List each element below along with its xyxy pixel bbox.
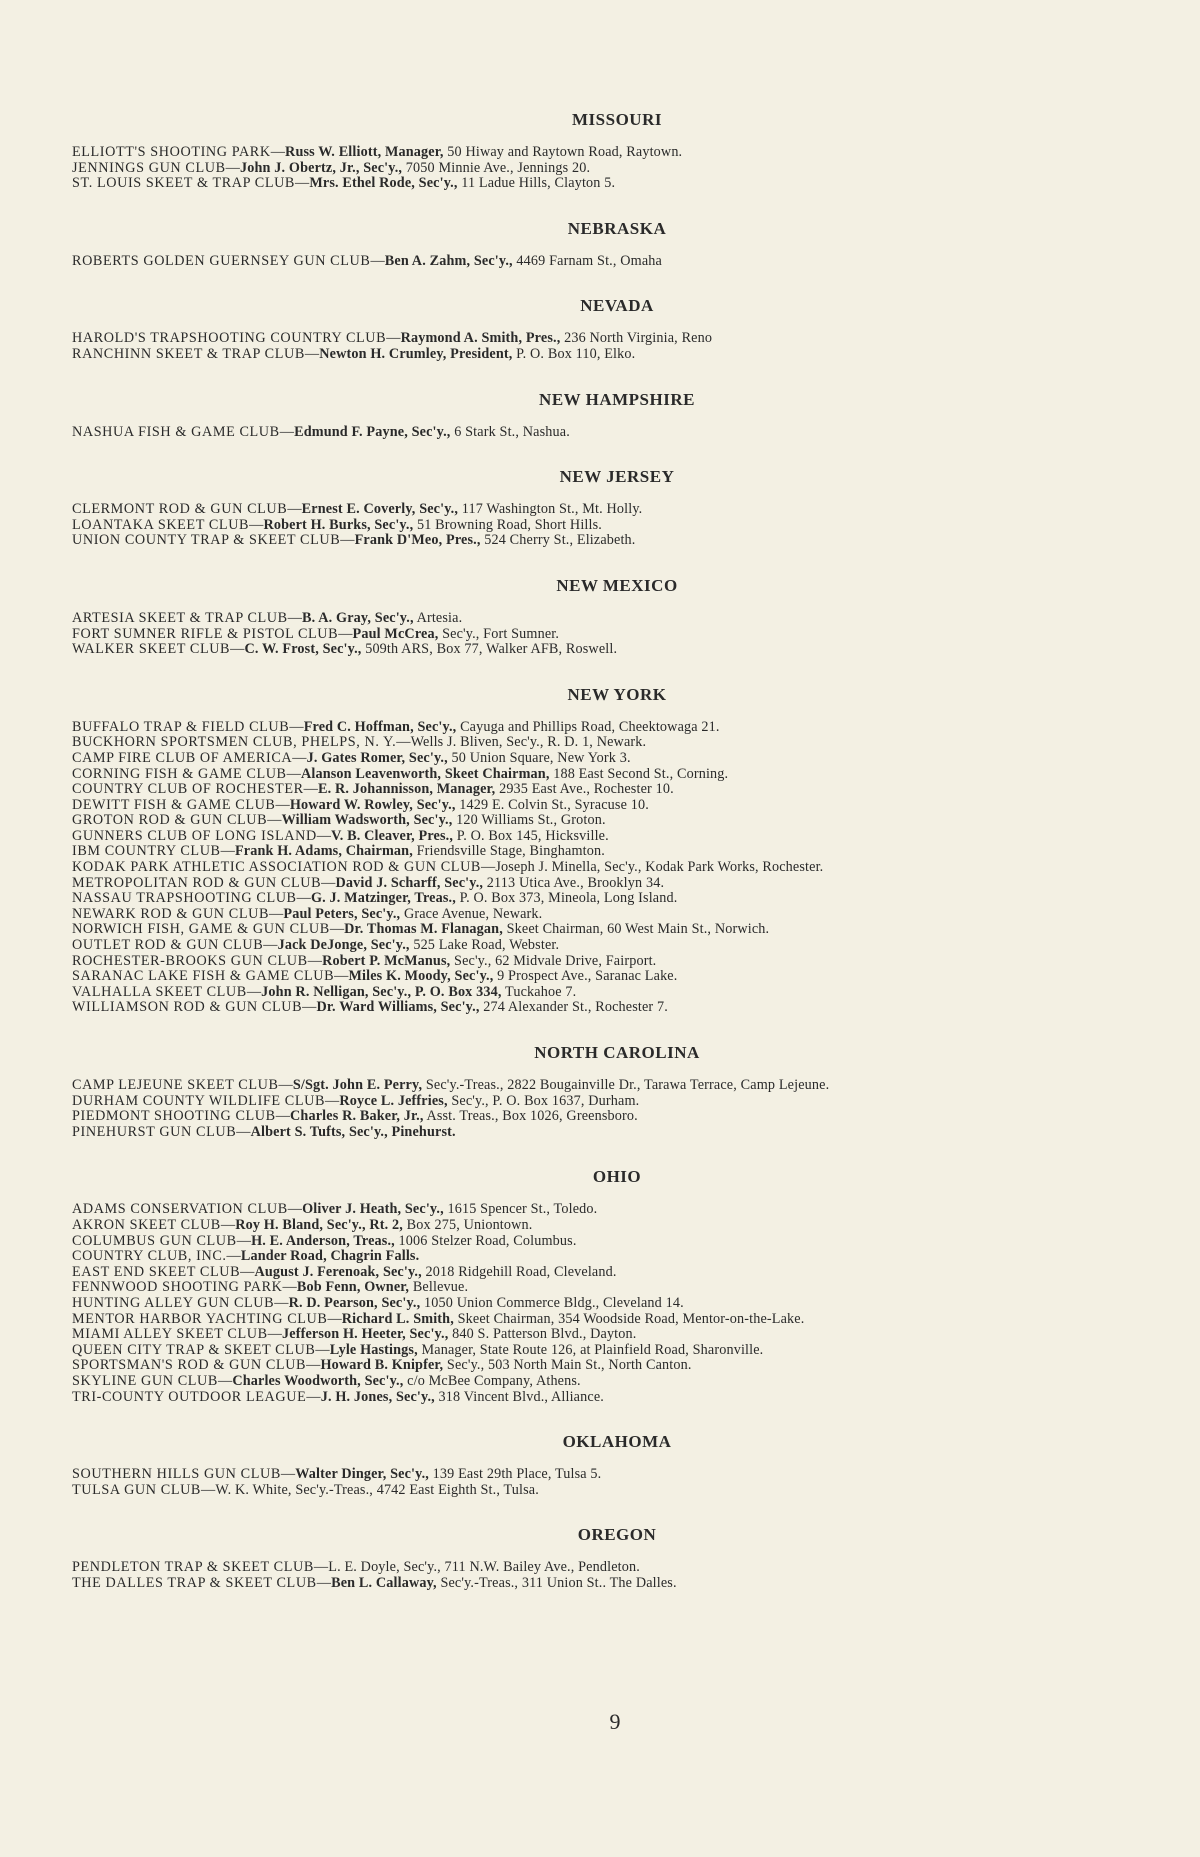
club-entry	[72, 1296, 1142, 1312]
contact-address: Manager, State Route 126, at Plainfield Road, Sharonville.	[417, 1341, 764, 1358]
contact-address: Joseph J. Minella, Sec'y., Kodak Park Works, Rochester.	[495, 859, 824, 876]
club-name: TULSA GUN CLUB	[72, 1481, 201, 1498]
club-entry	[72, 767, 1142, 783]
club-entry	[72, 720, 1142, 736]
state-heading: NEW YORK	[567, 684, 667, 704]
club-name: WALKER SKEET CLUB	[72, 641, 231, 658]
club-entry	[72, 751, 1142, 767]
club-entry	[72, 331, 1142, 347]
contact-person: Ben A. Zahm, Sec'y.,	[384, 252, 513, 269]
state-heading: NEW JERSEY	[559, 467, 675, 487]
em-dash-separator: —	[292, 749, 307, 766]
state-heading: NEW HAMPSHIRE	[539, 389, 695, 409]
contact-address: Wells J. Bliven, Sec'y., R. D. 1, Newark.	[410, 734, 647, 751]
club-entry	[72, 969, 1142, 985]
em-dash-separator: —	[329, 921, 345, 938]
contact-person: Paul Peters, Sec'y.,	[283, 905, 401, 922]
contact-person: Walter Dinger, Sec'y.,	[295, 1466, 429, 1483]
em-dash-separator: —	[274, 1294, 289, 1311]
em-dash-separator: —	[327, 1310, 342, 1327]
club-name: CLERMONT ROD & GUN CLUB	[72, 501, 288, 518]
contact-person: Edmund F. Payne, Sec'y.,	[294, 423, 451, 440]
contact-address: Sec'y.-Treas., 311 Union St.. The Dalles.	[436, 1574, 677, 1591]
em-dash-separator: —	[316, 827, 332, 844]
em-dash-separator: —	[306, 1388, 321, 1405]
club-entry	[72, 1125, 1142, 1141]
em-dash-separator: —	[249, 516, 264, 533]
contact-person: David J. Scharff, Sec'y.,	[335, 874, 484, 891]
contact-person: John R. Nelligan, Sec'y., P. O. Box 334,	[261, 983, 502, 1000]
contact-person: Russ W. Elliott, Manager,	[285, 144, 444, 160]
contact-person: Charles R. Baker, Jr.,	[290, 1108, 424, 1125]
club-entry	[72, 425, 1142, 441]
club-entry	[72, 1000, 1142, 1016]
contact-address: W. K. White, Sec'y.-Treas., 4742 East Eighth St., Tulsa.	[215, 1481, 539, 1498]
contact-address: 9 Prospect Ave., Saranac Lake.	[493, 968, 678, 985]
contact-address: 2935 East Ave., Rochester 10.	[495, 781, 674, 798]
contact-person: Ben L. Callaway,	[331, 1574, 437, 1591]
contact-address: 7050 Minnie Ave., Jennings 20.	[402, 159, 591, 176]
contact-person: Newton H. Crumley, President,	[319, 345, 513, 362]
club-entry	[72, 938, 1142, 954]
club-entry	[72, 1218, 1142, 1234]
em-dash-separator: —	[307, 952, 323, 969]
em-dash-separator: —	[302, 999, 317, 1016]
club-name: NASHUA FISH & GAME CLUB	[72, 423, 280, 440]
club-name: COLUMBUS GUN CLUB	[72, 1232, 237, 1249]
contact-person: V. B. Cleaver, Pres.,	[331, 827, 454, 844]
club-entry	[72, 985, 1142, 1001]
em-dash-separator: —	[315, 1341, 330, 1358]
contact-person: Howard W. Rowley, Sec'y.,	[289, 796, 456, 813]
club-name: PINEHURST GUN CLUB	[72, 1123, 237, 1140]
contact-address: 236 North Virginia, Reno	[560, 330, 713, 347]
contact-address: Sec'y., Fort Sumner.	[438, 625, 560, 642]
state-heading: NORTH CAROLINA	[534, 1043, 700, 1062]
contact-person: Roy H. Bland, Sec'y., Rt. 2,	[235, 1216, 403, 1233]
contact-address: 4469 Farnam St., Omaha	[512, 252, 662, 269]
contact-address: 840 S. Patterson Blvd., Dayton.	[448, 1326, 637, 1343]
state-heading: OREGON	[577, 1525, 657, 1545]
club-entry	[72, 1576, 1142, 1592]
em-dash-separator: —	[267, 812, 282, 829]
club-entry	[72, 1390, 1142, 1406]
club-name: GUNNERS CLUB OF LONG ISLAND	[72, 827, 317, 844]
club-entry	[72, 829, 1142, 845]
club-name: BUCKHORN SPORTSMEN CLUB, PHELPS, N. Y.	[72, 734, 397, 751]
contact-person: Alanson Leavenworth, Skeet Chairman,	[300, 765, 550, 782]
em-dash-separator: —	[279, 423, 295, 440]
state-heading: MISSOURI	[572, 110, 662, 129]
contact-address: Skeet Chairman, 60 West Main St., Norwich.	[502, 921, 770, 938]
club-name: VALHALLA SKEET CLUB	[72, 983, 247, 1000]
contact-address: 1429 E. Colvin St., Syracuse 10.	[455, 796, 649, 813]
club-entry	[72, 347, 1142, 363]
club-name: CAMP FIRE CLUB OF AMERICA	[72, 749, 293, 766]
em-dash-separator: —	[225, 159, 240, 176]
contact-address: 1615 Spencer St., Toledo.	[443, 1201, 598, 1218]
club-entry	[72, 518, 1142, 534]
club-entry	[72, 1078, 1142, 1094]
club-entry	[72, 254, 1142, 270]
club-name: BUFFALO TRAP & FIELD CLUB	[72, 718, 290, 735]
em-dash-separator: —	[334, 968, 349, 985]
contact-person: John J. Obertz, Jr., Sec'y.,	[240, 159, 403, 176]
em-dash-separator: —	[286, 765, 301, 782]
contact-person: R. D. Pearson, Sec'y.,	[288, 1294, 421, 1311]
club-name: FENNWOOD SHOOTING PARK	[72, 1279, 283, 1296]
club-name: ROCHESTER-BROOKS GUN CLUB	[72, 952, 308, 969]
club-entry	[72, 1280, 1142, 1296]
club-name: QUEEN CITY TRAP & SKEET CLUB	[72, 1341, 316, 1358]
club-name: AKRON SKEET CLUB	[72, 1216, 221, 1233]
club-name: NORWICH FISH, GAME & GUN CLUB	[72, 921, 330, 938]
contact-address: Sec'y., 503 North Main St., North Canton.	[443, 1357, 692, 1374]
club-entry	[72, 1094, 1142, 1110]
club-name: MENTOR HARBOR YACHTING CLUB	[72, 1310, 328, 1327]
em-dash-separator: —	[278, 1077, 293, 1093]
club-name: PIEDMONT SHOOTING CLUB	[72, 1108, 276, 1125]
state-section	[72, 1525, 1142, 1591]
em-dash-separator: —	[306, 1357, 321, 1374]
club-name: IBM COUNTRY CLUB	[72, 843, 221, 860]
em-dash-separator: —	[370, 252, 385, 269]
contact-person: Jefferson H. Heeter, Sec'y.,	[282, 1326, 449, 1343]
contact-person: B. A. Gray, Sec'y.,	[302, 609, 414, 626]
contact-address: c/o McBee Company, Athens.	[403, 1372, 581, 1389]
em-dash-separator: —	[304, 345, 320, 362]
contact-person: Robert P. McManus,	[322, 952, 451, 969]
contact-person: Mrs. Ethel Rode, Sec'y.,	[309, 175, 458, 192]
contact-address: 51 Browning Road, Short Hills.	[413, 516, 602, 533]
club-name: SKYLINE GUN CLUB	[72, 1372, 218, 1389]
contact-address: 1050 Union Commerce Bldg., Cleveland 14.	[420, 1294, 684, 1311]
contact-person: Frank D'Meo, Pres.,	[354, 532, 481, 549]
state-section	[72, 685, 1142, 1016]
club-entry	[72, 876, 1142, 892]
club-entry	[72, 1265, 1142, 1281]
contact-address: Grace Avenue, Newark.	[400, 905, 543, 922]
club-entry	[72, 145, 1142, 161]
contact-person: Paul McCrea,	[352, 625, 439, 642]
club-entry	[72, 627, 1142, 643]
em-dash-separator: —	[236, 1232, 252, 1249]
contact-address: 11 Ladue Hills, Clayton 5.	[457, 175, 616, 192]
em-dash-separator: —	[275, 1108, 291, 1125]
state-section	[72, 110, 1142, 192]
club-name: HUNTING ALLEY GUN CLUB	[72, 1294, 275, 1311]
club-entry	[72, 1343, 1142, 1359]
state-section	[72, 1432, 1142, 1498]
em-dash-separator: —	[338, 625, 353, 642]
contact-address: Box 275, Uniontown.	[402, 1216, 533, 1233]
contact-address: 188 East Second St., Corning.	[549, 765, 729, 782]
club-name: NASSAU TRAPSHOOTING CLUB	[72, 890, 297, 907]
contact-address: 50 Union Square, New York 3.	[447, 749, 631, 766]
contact-person: Royce L. Jeffries,	[339, 1092, 448, 1109]
contact-person: J. Gates Romer, Sec'y.,	[306, 749, 448, 766]
em-dash-separator: —	[263, 937, 278, 954]
club-name: ROBERTS GOLDEN GUERNSEY GUN CLUB	[72, 252, 371, 269]
contact-person: Raymond A. Smith, Pres.,	[400, 330, 561, 347]
contact-address: 120 Williams St., Groton.	[452, 812, 606, 829]
em-dash-separator: —	[313, 1559, 329, 1576]
club-name: CORNING FISH & GAME CLUB	[72, 765, 287, 782]
club-entry	[72, 1483, 1142, 1499]
contact-address: P. O. Box 110, Elko.	[512, 345, 636, 362]
contact-person: Oliver J. Heath, Sec'y.,	[302, 1201, 444, 1218]
contact-address: L. E. Doyle, Sec'y., 711 N.W. Bailey Ave., Pendleton.	[328, 1559, 640, 1576]
contact-person: S/Sgt. John E. Perry,	[292, 1077, 423, 1093]
club-entry	[72, 161, 1142, 177]
contact-person: H. E. Anderson, Treas.,	[251, 1232, 395, 1249]
club-name: ADAMS CONSERVATION CLUB	[72, 1201, 288, 1218]
state-heading: NEBRASKA	[567, 218, 667, 238]
contact-person: Ernest E. Coverly, Sec'y.,	[301, 501, 459, 518]
contact-person: Howard B. Knipfer,	[320, 1357, 444, 1374]
contact-person: August J. Ferenoak, Sec'y.,	[254, 1263, 422, 1280]
contact-address: P. O. Box 145, Hicksville.	[453, 827, 609, 844]
club-name: COUNTRY CLUB OF ROCHESTER	[72, 781, 304, 798]
em-dash-separator: —	[386, 330, 401, 347]
em-dash-separator: —	[282, 1279, 297, 1296]
contact-address: Cayuga and Phillips Road, Cheektowaga 21.	[456, 718, 720, 735]
club-name: TRI-COUNTY OUTDOOR LEAGUE	[72, 1388, 307, 1405]
contact-person: Frank H. Adams, Chairman,	[234, 843, 413, 860]
contact-address: 1006 Stelzer Road, Columbus.	[394, 1232, 577, 1249]
em-dash-separator: —	[275, 796, 290, 813]
club-name: OUTLET ROD & GUN CLUB	[72, 937, 264, 954]
contact-address: 525 Lake Road, Webster.	[409, 937, 560, 954]
contact-address: 117 Washington St., Mt. Holly.	[458, 501, 643, 518]
state-section	[72, 1167, 1142, 1405]
club-entry	[72, 1249, 1142, 1265]
em-dash-separator: —	[303, 781, 318, 798]
em-dash-separator: —	[230, 641, 245, 658]
contact-address: Sec'y.-Treas., 2822 Bougainville Dr., Tarawa Terrace, Camp Lejeune.	[422, 1077, 830, 1093]
club-name: JENNINGS GUN CLUB	[72, 159, 226, 176]
club-name: SARANAC LAKE FISH & GAME CLUB	[72, 968, 335, 985]
state-section	[72, 390, 1142, 441]
em-dash-separator: —	[220, 1216, 236, 1233]
contact-person: Bob Fenn, Owner,	[296, 1279, 410, 1296]
em-dash-separator: —	[289, 718, 304, 735]
em-dash-separator: —	[267, 1326, 283, 1343]
contact-address: 139 East 29th Place, Tulsa 5.	[428, 1466, 602, 1483]
club-name: UNION COUNTY TRAP & SKEET CLUB	[72, 532, 341, 549]
club-name: ELLIOTT'S SHOOTING PARK	[72, 144, 271, 160]
club-entry	[72, 1312, 1142, 1328]
em-dash-separator: —	[287, 1201, 303, 1218]
contact-person: Lyle Hastings,	[329, 1341, 418, 1358]
state-heading: OKLAHOMA	[562, 1432, 672, 1452]
club-name: SPORTSMAN'S ROD & GUN CLUB	[72, 1357, 307, 1374]
club-name: HAROLD'S TRAPSHOOTING COUNTRY CLUB	[72, 330, 387, 347]
club-entry	[72, 533, 1142, 549]
club-name: GROTON ROD & GUN CLUB	[72, 812, 268, 829]
em-dash-separator: —	[296, 890, 311, 907]
contact-person: Robert H. Burks, Sec'y.,	[263, 516, 414, 533]
state-heading: NEVADA	[580, 296, 654, 316]
club-name: DEWITT FISH & GAME CLUB	[72, 796, 276, 813]
club-entry	[72, 922, 1142, 938]
contact-address: Skeet Chairman, 354 Woodside Road, Mentor-on-the-Lake.	[453, 1310, 805, 1327]
contact-person: Albert S. Tufts, Sec'y., Pinehurst.	[250, 1123, 456, 1140]
club-name: ST. LOUIS SKEET & TRAP CLUB	[72, 175, 295, 192]
em-dash-separator: —	[280, 1466, 296, 1483]
contact-person: E. R. Johannisson, Manager,	[318, 781, 496, 798]
club-entry	[72, 907, 1142, 923]
state-section	[72, 219, 1142, 270]
contact-address: 50 Hiway and Raytown Road, Raytown.	[443, 144, 683, 160]
club-entry	[72, 1202, 1142, 1218]
contact-person: G. J. Matzinger, Treas.,	[310, 890, 456, 907]
em-dash-separator: —	[270, 144, 286, 160]
contact-person: William Wadsworth, Sec'y.,	[281, 812, 453, 829]
club-name: KODAK PARK ATHLETIC ASSOCIATION ROD & GUN CLUB	[72, 859, 481, 876]
contact-address: Artesia.	[413, 609, 463, 626]
club-entry	[72, 1234, 1142, 1250]
club-entry	[72, 611, 1142, 627]
em-dash-separator: —	[340, 532, 355, 549]
club-name: PENDLETON TRAP & SKEET CLUB	[72, 1559, 314, 1576]
contact-address: 524 Cherry St., Elizabeth.	[480, 532, 636, 549]
club-name: COUNTRY CLUB, INC.	[72, 1248, 227, 1265]
club-name: FORT SUMNER RIFLE & PISTOL CLUB	[72, 625, 339, 642]
contact-address: Friendsville Stage, Binghamton.	[412, 843, 605, 860]
club-directory	[72, 110, 1142, 1618]
em-dash-separator: —	[269, 905, 284, 922]
club-entry	[72, 642, 1142, 658]
contact-address: Sec'y., P. O. Box 1637, Durham.	[447, 1092, 640, 1109]
contact-address: Bellevue.	[409, 1279, 469, 1296]
em-dash-separator: —	[217, 1372, 233, 1389]
club-name: THE DALLES TRAP & SKEET CLUB	[72, 1574, 317, 1591]
club-name: MIAMI ALLEY SKEET CLUB	[72, 1326, 268, 1343]
em-dash-separator: —	[287, 501, 302, 518]
club-entry	[72, 954, 1142, 970]
state-section	[72, 1043, 1142, 1140]
club-name: CAMP LEJEUNE SKEET CLUB	[72, 1077, 279, 1093]
state-heading: OHIO	[592, 1167, 642, 1187]
club-entry	[72, 891, 1142, 907]
club-entry	[72, 782, 1142, 798]
club-name: NEWARK ROD & GUN CLUB	[72, 905, 270, 922]
em-dash-separator: —	[396, 734, 411, 751]
state-section	[72, 576, 1142, 658]
club-entry	[72, 1374, 1142, 1390]
contact-person: Miles K. Moody, Sec'y.,	[348, 968, 494, 985]
state-section	[72, 296, 1142, 362]
contact-address: 274 Alexander St., Rochester 7.	[479, 999, 668, 1016]
club-entry	[72, 735, 1142, 751]
em-dash-separator: —	[316, 1574, 332, 1591]
em-dash-separator: —	[226, 1248, 241, 1265]
em-dash-separator: —	[246, 983, 262, 1000]
contact-address: Sec'y., 62 Midvale Drive, Fairport.	[450, 952, 657, 969]
club-entry	[72, 1560, 1142, 1576]
club-entry	[72, 1467, 1142, 1483]
contact-person: Charles Woodworth, Sec'y.,	[232, 1372, 404, 1389]
club-entry	[72, 1109, 1142, 1125]
em-dash-separator: —	[480, 859, 496, 876]
club-entry	[72, 860, 1142, 876]
contact-address: P. O. Box 373, Mineola, Long Island.	[455, 890, 678, 907]
club-entry	[72, 798, 1142, 814]
contact-person: Fred C. Hoffman, Sec'y.,	[303, 718, 457, 735]
club-name: LOANTAKA SKEET CLUB	[72, 516, 250, 533]
em-dash-separator: —	[287, 609, 303, 626]
contact-person: Richard L. Smith,	[341, 1310, 454, 1327]
contact-address: 2113 Utica Ave., Brooklyn 34.	[483, 874, 665, 891]
em-dash-separator: —	[325, 1092, 340, 1109]
club-entry	[72, 176, 1142, 192]
club-entry	[72, 1358, 1142, 1374]
club-entry	[72, 813, 1142, 829]
club-name: DURHAM COUNTY WILDLIFE CLUB	[72, 1092, 326, 1109]
em-dash-separator: —	[295, 175, 310, 192]
page-number: 9	[609, 1709, 621, 1734]
contact-address: 2018 Ridgehill Road, Cleveland.	[421, 1263, 617, 1280]
contact-person: C. W. Frost, Sec'y.,	[244, 641, 362, 658]
club-name: WILLIAMSON ROD & GUN CLUB	[72, 999, 303, 1016]
state-section	[72, 467, 1142, 549]
em-dash-separator: —	[240, 1263, 255, 1280]
club-entry	[72, 844, 1142, 860]
club-name: RANCHINN SKEET & TRAP CLUB	[72, 345, 305, 362]
contact-address: Asst. Treas., Box 1026, Greensboro.	[423, 1108, 638, 1125]
em-dash-separator: —	[236, 1123, 251, 1140]
contact-person: Jack DeJonge, Sec'y.,	[277, 937, 410, 954]
em-dash-separator: —	[321, 874, 336, 891]
club-name: EAST END SKEET CLUB	[72, 1263, 241, 1280]
em-dash-separator: —	[201, 1481, 216, 1498]
club-entry	[72, 1327, 1142, 1343]
state-heading: NEW MEXICO	[556, 575, 678, 595]
contact-address: 6 Stark St., Nashua.	[450, 423, 570, 440]
contact-person: Dr. Ward Williams, Sec'y.,	[316, 999, 480, 1016]
contact-address: 318 Vincent Blvd., Alliance.	[434, 1388, 604, 1405]
contact-person: J. H. Jones, Sec'y.,	[320, 1388, 435, 1405]
club-name: METROPOLITAN ROD & GUN CLUB	[72, 874, 322, 891]
contact-person: Lander Road, Chagrin Falls.	[240, 1248, 420, 1265]
club-name: ARTESIA SKEET & TRAP CLUB	[72, 609, 288, 626]
contact-address: 509th ARS, Box 77, Walker AFB, Roswell.	[361, 641, 618, 658]
contact-person: Dr. Thomas M. Flanagan,	[344, 921, 503, 938]
club-name: SOUTHERN HILLS GUN CLUB	[72, 1466, 281, 1483]
club-entry	[72, 502, 1142, 518]
em-dash-separator: —	[220, 843, 235, 860]
contact-address: Tuckahoe 7.	[501, 983, 577, 1000]
